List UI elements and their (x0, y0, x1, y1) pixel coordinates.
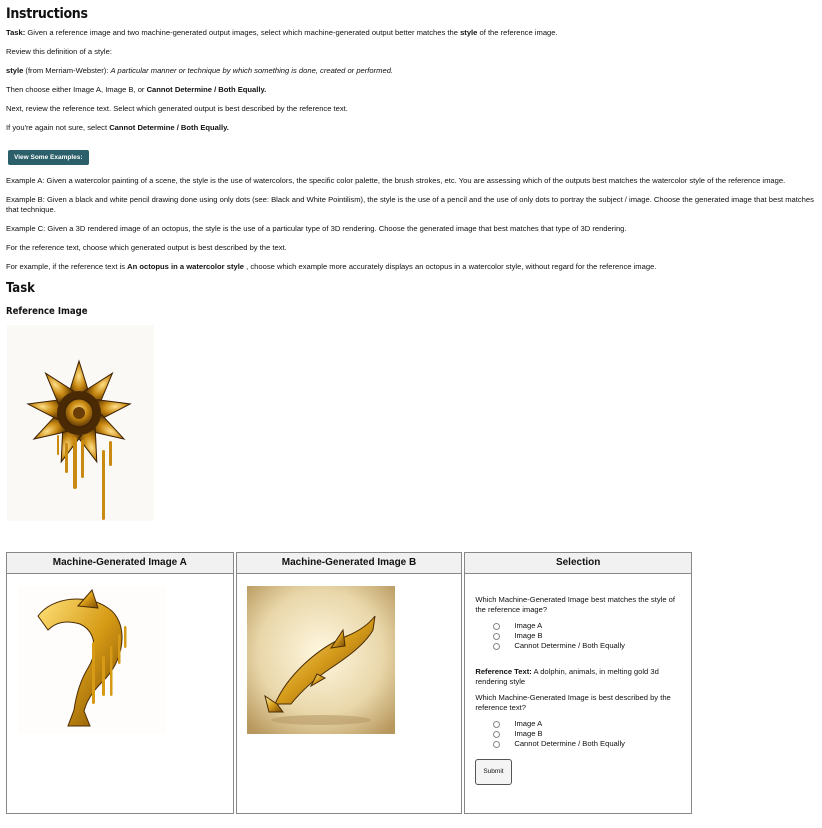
view-examples-button[interactable]: View Some Examples: (8, 150, 89, 165)
q2-option-b[interactable]: Image B (493, 729, 681, 739)
reference-image (7, 325, 154, 521)
instructions-title: Instructions (6, 6, 88, 22)
radio-button[interactable] (493, 721, 500, 728)
comparison-table (6, 552, 692, 814)
image-b-column (236, 552, 463, 814)
task-description: Task: Given a reference image and two machine-generated output images, select which machine-generated output better matches the style of the reference image. (6, 28, 558, 37)
reference-text: Reference Text: A dolphin, animals, in melting gold 3d rendering style (475, 667, 659, 686)
next-text: Next, review the reference text. Select which generated output is best described by the reference text. (6, 104, 348, 113)
example-c: Example C: Given a 3D rendered image of an octopus, the style is the use of a particular type of 3D rendering. Choose the generated image that best matches that type of 3D rendering. (6, 224, 627, 233)
review-text: Review this definition of a style: (6, 47, 112, 56)
q1-option-b[interactable]: Image B (493, 631, 681, 641)
example-a: Example A: Given a watercolor painting of a scene, the style is the use of watercolors, the specific color palette, the brush strokes, etc. You are assessing which of the outputs best matches the watercolor style of the reference image. (6, 176, 786, 185)
radio-button[interactable] (493, 643, 500, 650)
q2-option-a[interactable]: Image A (493, 719, 681, 729)
question-text: Which Machine-Generated Image is best described by the reference text? (475, 693, 671, 712)
page (0, 6, 822, 521)
radio-button[interactable] (493, 731, 500, 738)
task-title: Task (6, 281, 35, 296)
image-a-header: Machine-Generated Image A (7, 553, 233, 574)
reference-text-example: For example, if the reference text is An octopus in a watercolor style , choose which example more accurately displays an octopus in a watercolor style, without regard for the reference image. (6, 262, 657, 271)
reference-text-instruction: For the reference text, choose which generated output is best described by the text. (6, 243, 287, 252)
q1-option-a[interactable]: Image A (493, 621, 681, 631)
image-a-column (6, 552, 234, 814)
image-b-header: Machine-Generated Image B (237, 553, 462, 574)
choose-text: Then choose either Image A, Image B, or Cannot Determine / Both Equally. (6, 85, 267, 94)
example-b: Example B: Given a black and white pencil drawing done using only dots (see: Black and White Pointilism), the style is the use of a pencil and the use of only dots to portray the subject / image. Choose the generated image that best matches that technique. (6, 195, 814, 214)
machine-generated-image-b (247, 586, 395, 734)
selection-column (464, 552, 692, 814)
q1-option-cannot-determine[interactable]: Cannot Determine / Both Equally (493, 641, 681, 651)
unsure-text: If you're again not sure, select Cannot Determine / Both Equally. (6, 123, 229, 132)
radio-button[interactable] (493, 741, 500, 748)
radio-button[interactable] (493, 623, 500, 630)
machine-generated-image-a (18, 586, 166, 734)
selection-header: Selection (465, 553, 691, 574)
q2-option-cannot-determine[interactable]: Cannot Determine / Both Equally (493, 739, 681, 749)
question-style: Which Machine-Generated Image best matches the style of the reference image? (475, 595, 675, 614)
submit-button[interactable]: Submit (475, 759, 511, 785)
radio-button[interactable] (493, 633, 500, 640)
style-definition: style (from Merriam-Webster): A particular manner or technique by which something is done, created or performed. (6, 66, 394, 75)
reference-image-heading: Reference Image (6, 306, 88, 317)
